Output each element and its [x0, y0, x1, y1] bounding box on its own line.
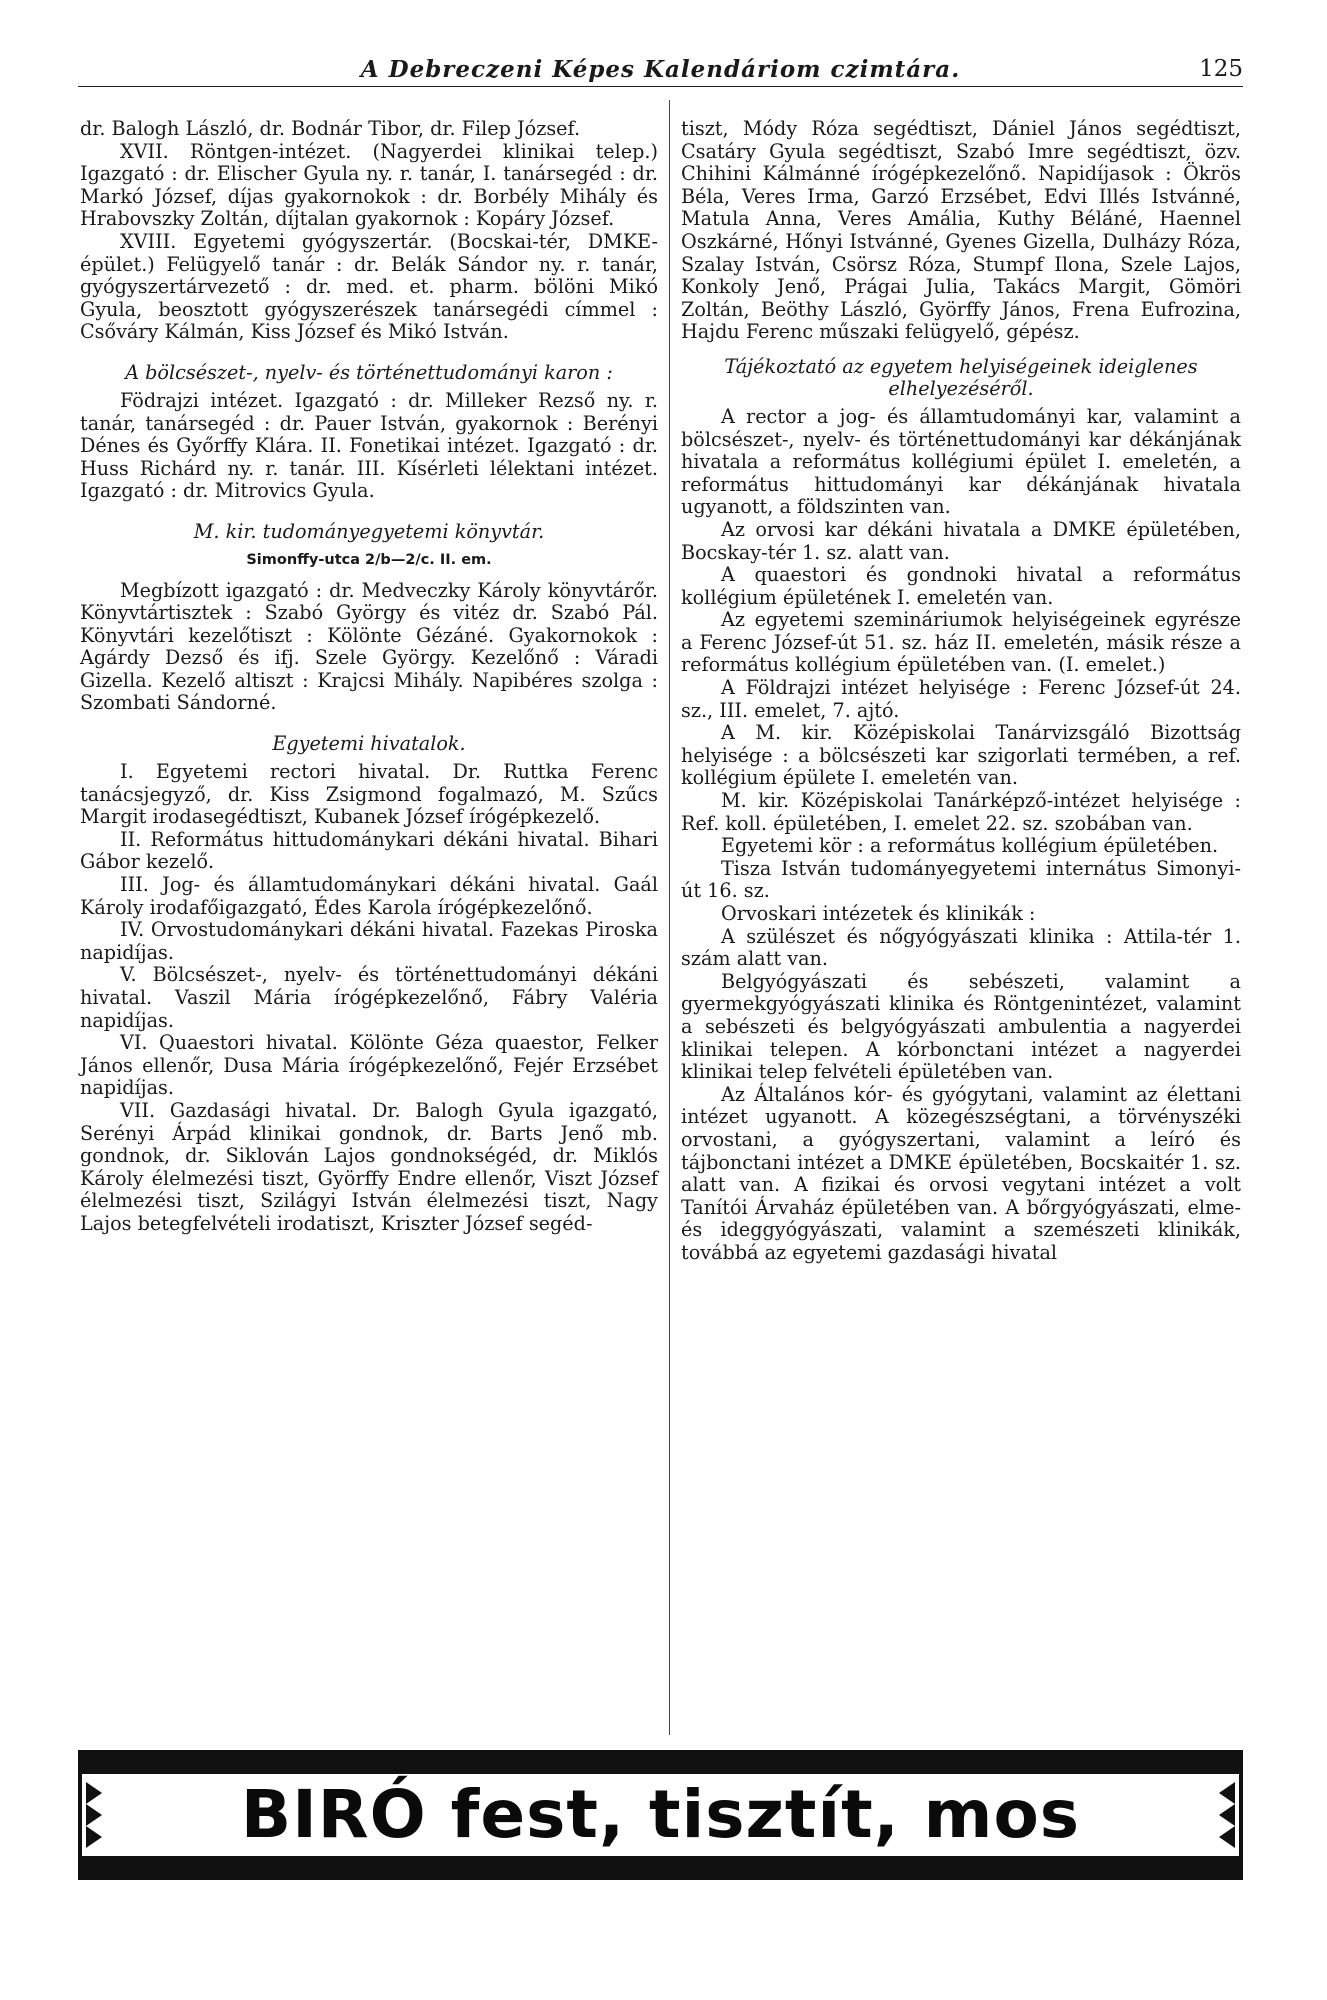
paragraph: A szülészet és nőgyógyászati klinika : Attila-tér 1. szám alatt van. [681, 924, 1241, 971]
arrow-left-icon [1219, 1804, 1235, 1826]
paragraph: Orvoskari intézetek és klinikák : [721, 902, 1036, 925]
page-header [78, 48, 1243, 88]
paragraph: Az egyetemi szemináriumok helyiségeinek egyrésze a Ferenc József-út 51. sz. ház II. emeletén, másik része a református kollégium épületében van. (I. emelet.) [681, 608, 1241, 677]
paragraph: M. kir. Középiskolai Tanárképző-intézet helyisége : Ref. koll. épületében, I. emelet 22. sz. szobában van. [681, 789, 1241, 835]
paragraph: dr. Balogh László, dr. Bodnár Tibor, dr. Filep József. [80, 117, 581, 140]
paragraph: II. Református hittudománykari dékáni hivatal. Bihari Gábor kezelő. [80, 827, 658, 874]
section-title: Tájékoztató az egyetem helyiségeinek ideiglenes elhelyezéséről. [724, 354, 1198, 400]
paragraph: A rector a jog- és államtudományi kar, valamint a bölcsészet-, nyelv- és történettudományi kar dékánjának hivatala a református kollégiumi épület I. emeletén, a református hittudományi kar dékánjának hivatala ugyanott, a földszinten van. [681, 404, 1241, 519]
paragraph: Födrajzi intézet. Igazgató : dr. Milleker Rezső ny. r. tanár, tanársegéd : dr. Pauer István, gyakornok : Berényi Dénes és Győrffy Klára. II. Fonetikai intézet. Igazgató : dr. Huss Richárd ny. r. tanár. III. Kísérleti lélektani intézet. Igazgató : dr. Mitrovics Gyula. [80, 388, 658, 503]
section-title: M. kir. tudományegyetemi könyvtár. [193, 519, 545, 543]
paragraph: V. Bölcsészet-, nyelv- és történettudományi dékáni hivatal. Vaszil Mária írógépkezelőnő, Fábry Valéria napidíjas. [80, 963, 658, 1032]
arrow-left-icon [1219, 1826, 1235, 1848]
paragraph: Belgyógyászati és sebészeti, valamint a gyermekgyógyászati klinika és Röntgenintézet, valamint a sebészeti és belgyógyászati ambulentia a nagyerdei klinikai telepen. A kórbonctani intézet a nagyerdei klinikai telep felvételi épületében van. [681, 969, 1241, 1084]
paragraph: XVII. Röntgen-intézet. (Nagyerdei klinikai telep.) Igazgató : dr. Elischer Gyula ny. r. tanár, I. tanársegéd : dr. Markó József, díjas gyakornokok : dr. Borbély Mihály és Hrabovszky Zoltán, díjtalan gyakornok : Kopáry József. [80, 139, 658, 231]
section-title: Egyetemi hivatalok. [272, 732, 466, 756]
paragraph: I. Egyetemi rectori hivatal. Dr. Ruttka Ferenc tanácsjegyző, dr. Kiss Zsigmond fogalmazó, M. Szűcs Margit irodasegédtiszt, Kubanek József írógépkezelő. [80, 760, 658, 829]
paragraph: Az Általános kór- és gyógytani, valamint az élettani intézet ugyanott. A közegészségtani, a törvényszéki orvostani, a gyógyszertani, valamint a leíró és tájbonctani intézet a DMKE épületében, Bocskaitér 1. sz. alatt van. A fizikai és orvosi vegytani intézet a volt Tanítói Árvaház épületében van. A bőrgyógyászati, elme- és ideggyógyászati, valamint a szemészeti klinikák, továbbá az egyetemi gazdasági hivatal [681, 1082, 1241, 1264]
right-column [681, 118, 1241, 1265]
paragraph: Megbízott igazgató : dr. Medveczky Károly könyvtárőr. Könyvtártisztek : Szabó György és vitéz dr. Szabó Pál. Könyvtári kezelőtiszt : Kölönte Gézáné. Gyakornokok : Agárdy Dezső és ifj. Szele György. Kezelőnő : Váradi Gizella. Kezelő altiszt : Krajcsi Mihály. Napibéres szolga : Szombati Sándorné. [80, 578, 658, 715]
banner-bottom-bar [78, 1856, 1243, 1880]
advertisement-banner [78, 1750, 1243, 1880]
paragraph: Egyetemi kör : a református kollégium épületében. [721, 834, 1219, 858]
column-divider [669, 100, 670, 1735]
paragraph: A Földrajzi intézet helyisége : Ferenc József-út 24. sz., III. emelet, 7. ajtó. [681, 676, 1241, 722]
arrow-left-icon [1219, 1782, 1235, 1804]
paragraph: III. Jog- és államtudománykari dékáni hivatal. Gaál Károly irodafőigazgató, Édes Karola írógépkezelőnő. [80, 873, 658, 919]
paragraph: A M. kir. Középiskolai Tanárvizsgáló Bizottság helyisége : a bölcsészeti kar szigorlati termében, a ref. kollégium épülete I. emeletén van. [681, 721, 1241, 790]
header-rule [78, 86, 1243, 87]
paragraph: Az orvosi kar dékáni hivatala a DMKE épületében, Bocskay-tér 1. sz. alatt van. [681, 517, 1241, 564]
banner-body [78, 1774, 1243, 1856]
paragraph: VI. Quaestori hivatal. Kölönte Géza quaestor, Felker János ellenőr, Dusa Mária írógépkezelőnő, Fejér Erzsébet napidíjas. [80, 1031, 658, 1100]
banner-top-bar [78, 1750, 1243, 1774]
paragraph: XVIII. Egyetemi gyógyszertár. (Bocskai-tér, DMKE-épület.) Felügyelő tanár : dr. Belák Sándor ny. r. tanár, gyógyszertárvezető : dr. med. et. pharm. bölöni Mikó Gyula, beosztott gyógyszerészek tanársegédi címmel : Csőváry Kálmán, Kiss József és Mikó István. [80, 229, 658, 344]
paragraph: IV. Orvostudománykari dékáni hivatal. Fazekas Piroska napidíjas. [80, 918, 658, 964]
section-title: A bölcsészet-, nyelv- és történettudományi karon : [125, 360, 613, 384]
paragraph: tiszt, Módy Róza segédtiszt, Dániel János segédtiszt, Csatáry Gyula segédtiszt, Szabó Imre segédtiszt, özv. Chihini Kálmánné írógépkezelőnő. Napidíjasok : Ökrös Béla, Veres Irma, Garzó Erzsébet, Edvi Illés Istvánné, Matula Anna, Veres Amália, Kuthy Béláné, Haennel Oszkárné, Hőnyi Istvánné, Gyenes Gizella, Dulházy Róza, Szalay István, Csörsz Róza, Stumpf Ilona, Szele Lajos, Konkoly Jenő, Prágai Julia, Takács Margit, Gömöri Zoltán, Beöthy László, Györffy János, Frena Eufrozina, Hajdu Ferenc műszaki felügyelő, gépész. [681, 117, 1241, 344]
paragraph: VII. Gazdasági hivatal. Dr. Balogh Gyula igazgató, Serényi Árpád klinikai gondnok, dr. Barts Jenő mb. gondnok, dr. Siklován Lajos gondnokségéd, dr. Miklós Károly élelmezési tiszt, Györffy Endre ellenőr, Viszt József élelmezési tiszt, Szilágyi István élelmezési tiszt, Nagy Lajos betegfelvételi irodatiszt, Kriszter József segéd- [80, 1098, 658, 1235]
page-number: 125 [1199, 56, 1243, 82]
paragraph: A quaestori és gondnoki hivatal a református kollégium épületének I. emeletén van. [681, 563, 1241, 609]
paragraph: Tisza István tudományegyetemi internátus Simonyi-út 16. sz. [681, 856, 1241, 903]
section-subtitle: Simonffy-utca 2/b—2/c. II. em. [246, 551, 492, 568]
running-title: A Debreczeni Képes Kalendáriom czimtára. [360, 56, 961, 83]
banner-text: BIRÓ fest, tisztít, mos [240, 1776, 1081, 1853]
left-column [80, 118, 658, 1236]
